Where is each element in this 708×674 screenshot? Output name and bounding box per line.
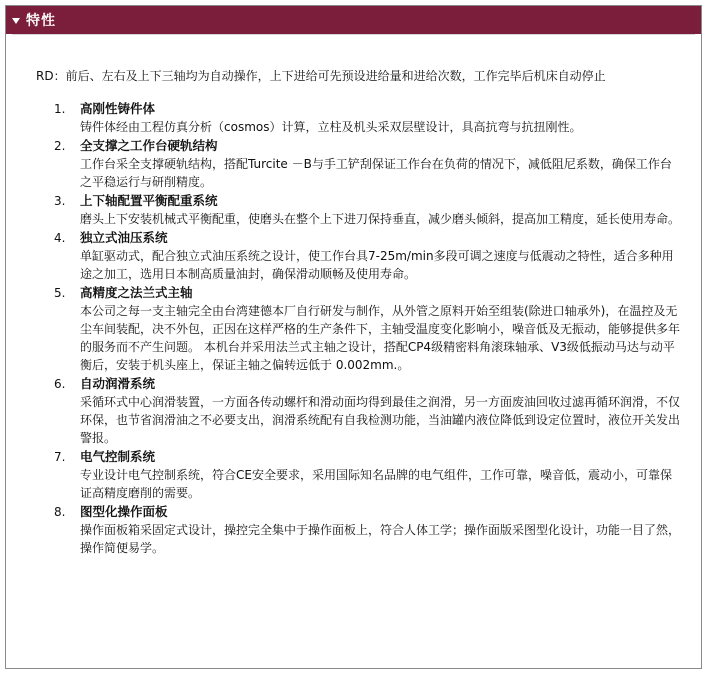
item-number: 5. xyxy=(54,286,66,300)
item-description: 本公司之每一支主轴完全由台湾建德本厂自行研发与制作，从外管之原料开始至组装(除进口轴承外)，在温控及无尘车间装配，决不外包，正因在这样严格的生产条件下，主轴受温度变化影响小，噪音低及无振动，能够提供多年的服务而不产生问题。 本机台并采用法兰式主轴之设计，搭配CP4级精密料角滚珠轴承、V3级低振动马达与动平衡后，安装于机头座上，保证主轴之偏转远低于 0.002mm.。 xyxy=(80,304,681,372)
item-title: 图型化操作面板 xyxy=(80,504,168,519)
list-item xyxy=(36,284,680,374)
list-item xyxy=(36,192,680,228)
item-description: 铸件体经由工程仿真分析（cosmos）计算，立柱及机头采双层壁设计，具高抗弯与抗扭刚性。 xyxy=(80,120,582,134)
item-number: 3. xyxy=(54,194,66,208)
feature-list xyxy=(36,100,701,557)
features-panel xyxy=(5,5,702,669)
list-item xyxy=(36,100,680,136)
item-number: 1. xyxy=(54,102,66,116)
section-header[interactable] xyxy=(6,6,701,34)
item-description: 专业设计电气控制系统，符合CE安全要求，采用国际知名品牌的电气组件，工作可靠，噪音低，震动小，可靠保证高精度磨削的需要。 xyxy=(80,468,672,500)
item-title: 高精度之法兰式主轴 xyxy=(80,285,193,300)
item-description: 采循环式中心润滑装置，一方面各传动螺杆和滑动面均得到最佳之润滑，另一方面废油回收过滤再循环润滑，不仅环保，也节省润滑油之不必要支出，润滑系统配有自我检测功能，当油罐内液位降低到设定位置时，液位开关发出警报。 xyxy=(80,395,681,445)
item-description: 单缸驱动式，配合独立式油压系统之设计，使工作台具7-25m/min多段可调之速度与低震动之特性，适合多种用途之加工，选用日本制高质量油封，确保滑动顺畅及使用寿命。 xyxy=(80,249,674,281)
list-item xyxy=(36,137,680,191)
item-title: 电气控制系统 xyxy=(80,449,156,464)
item-number: 8. xyxy=(54,505,66,519)
list-item xyxy=(36,448,680,502)
item-description: 操作面板箱采固定式设计，操控完全集中于操作面板上，符合人体工学；操作面版采图型化设计，功能一目了然，操作简便易学。 xyxy=(80,523,681,555)
list-item xyxy=(36,229,680,283)
item-description: 工作台采全支撑硬轨结构，搭配Turcite －B与手工铲刮保证工作台在负荷的情况下，减低阻尼系数，确保工作台之平稳运行与研削精度。 xyxy=(80,157,672,189)
item-number: 6. xyxy=(54,377,66,391)
intro-text: RD：前后、左右及上下三轴均为自动操作，上下进给可先预设进给量和进给次数，工作完毕后机床自动停止 xyxy=(36,69,606,83)
item-title: 全支撑之工作台硬轨结构 xyxy=(80,138,218,153)
list-item xyxy=(36,375,680,447)
item-title: 自动润滑系统 xyxy=(80,376,156,391)
item-number: 7. xyxy=(54,450,66,464)
item-number: 2. xyxy=(54,139,66,153)
item-description: 磨头上下安装机械式平衡配重，使磨头在整个上下进刀保持垂直，减少磨头倾斜，提高加工精度，延长使用寿命。 xyxy=(80,212,681,226)
item-title: 上下轴配置平衡配重系统 xyxy=(80,193,218,208)
list-item xyxy=(36,503,680,557)
features-content xyxy=(6,35,701,557)
item-title: 独立式油压系统 xyxy=(80,230,168,245)
item-title: 高刚性铸件体 xyxy=(80,101,156,116)
section-title: 特性 xyxy=(26,13,56,29)
triangle-down-icon[interactable] xyxy=(12,18,20,24)
item-number: 4. xyxy=(54,231,66,245)
